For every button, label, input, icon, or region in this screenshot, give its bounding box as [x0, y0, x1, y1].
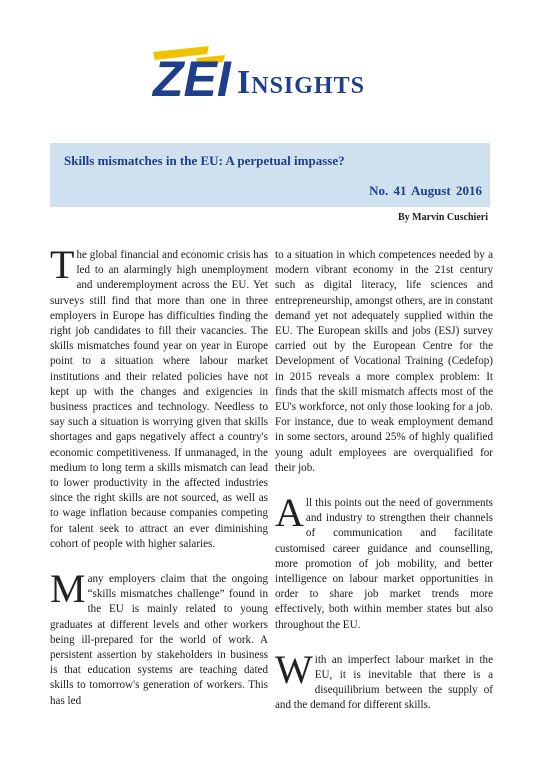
- issue-number-date: No. 41 August 2016: [369, 183, 482, 198]
- paragraph-2: [50, 566, 268, 709]
- logo-graphic: [147, 40, 407, 104]
- logo-brand-text: ZEI: [153, 51, 231, 104]
- paragraph-5: [275, 646, 493, 714]
- zei-insights-logo: [147, 40, 407, 104]
- article-column-right: [275, 248, 493, 734]
- drop-cap: T: [50, 242, 75, 287]
- paragraph-3: [275, 248, 493, 476]
- article-headline: Skills mismatches in the EU: A perpetual impasse?: [64, 153, 345, 168]
- paragraph-text: ith an imperfect labour market in the EU, it is inevitable that there is a disequilibrium between the supply of and the demand for different skills.: [275, 653, 493, 712]
- paragraph-text: ll this points out the need of governments and industry to strengthen their channels of communication and facilitate customised career guidance and counselling, more promotion of job mobility, and better intelligence on labour market opportunities in order to share job market trends more effectively, both within member states but also throughout the EU.: [275, 497, 493, 631]
- logo-product-text: Insights: [237, 64, 365, 101]
- drop-cap: W: [275, 646, 313, 692]
- paragraph-text: he global financial and economic crisis has led to an alarmingly high unemployment and underemployment across the EU. Yet surveys still find that more than one in three employers in Europe has difficulties finding the right job candidates to fill their vacancies. The skills mismatches found year on year in Europe point to a situation where labour market institutions and their related policies have not kept up with the changes and exigencies in business practices and technology. Needless to say such a situation is worrying given that skills shortages and gaps negatively affect a country's economic competitiveness. If unmanaged, in the medium to long term a skills mismatch can lead to lower productivity in the affected industries since the right skills are not sourced, as well as to wage inflation because companies competing for talent seek to attract an ever diminishing cohort of people with higher salaries.: [50, 249, 268, 550]
- drop-cap: M: [50, 566, 86, 612]
- paragraph-text: to a situation in which competences needed by a modern vibrant economy in the 21st century such as digital literacy, life sciences and entrepreneurship, amongst others, are in constant demand yet not adequately supplied within the EU. The European skills and jobs (ESJ) survey carried out by the European Centre for the Development of Vocational Training (Cedefop) in 2015 reveals a more complex problem: It finds that the skill mismatch affects most of the EU's workforce, not only those looking for a job. For instance, due to weak employment demand in some sectors, around 25% of highly qualified young adult employees are overqualified for their job.: [275, 249, 493, 474]
- paragraph-text: any employers claim that the ongoing “skills mismatches challenge” found in the EU is mainly related to young graduates at different levels and other workers being ill-prepared for the world of work. A persistent assertion by stakeholders in business is that education systems are teaching dated skills to tomorrow's generation of workers. This has led: [50, 573, 268, 707]
- author-byline: By Marvin Cuschieri: [398, 212, 488, 223]
- paragraph-4: [275, 490, 493, 633]
- drop-cap: A: [275, 490, 304, 536]
- paragraph-1: [50, 242, 268, 552]
- title-banner: [50, 143, 490, 207]
- article-column-left: [50, 242, 268, 729]
